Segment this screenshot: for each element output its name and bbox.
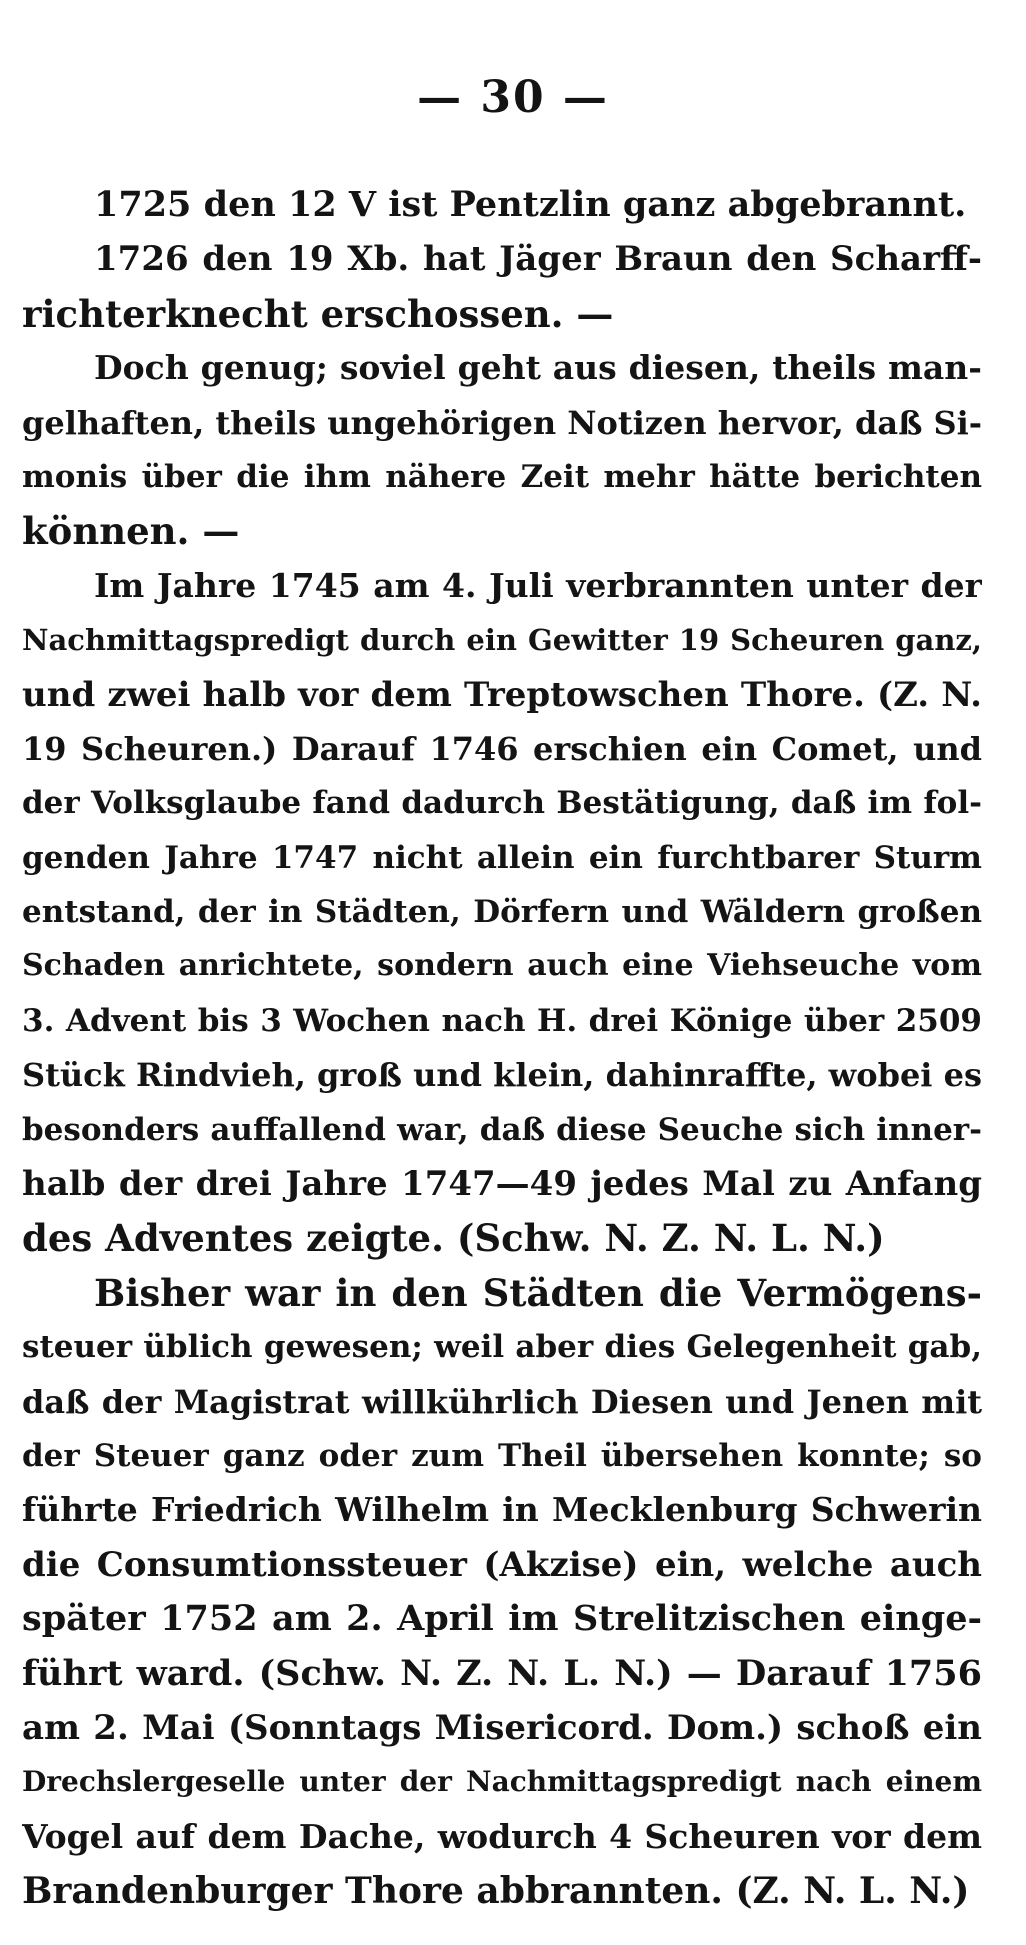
text-line: gelhaften, theils ungehörigen Notizen hervor, daß Si-	[22, 403, 982, 442]
text-line: Doch genug; soviel geht aus diesen, theils man-	[94, 348, 982, 388]
text-line: genden Jahre 1747 nicht allein ein furchtbarer Sturm	[22, 839, 982, 876]
text-line: steuer üblich gewesen; weil aber dies Gelegenheit gab,	[22, 1329, 982, 1366]
page-number: — 30 —	[417, 72, 609, 123]
text-line: 19 Scheuren.) Darauf 1746 erschien ein Comet, und	[22, 729, 982, 768]
text-line: 1725 den 12 V ist Pentzlin ganz abgebrannt.	[94, 184, 967, 225]
text-line: der Volksglaube fand dadurch Bestätigung, daß im fol-	[22, 785, 982, 822]
text-line: richterknecht erschossen. —	[22, 291, 614, 336]
text-line: Schaden anrichtete, sondern auch eine Viehseuche vom	[22, 948, 982, 984]
text-line: 1726 den 19 Xb. hat Jäger Braun den Scharff-	[94, 239, 982, 280]
text-line: und zwei halb vor dem Treptowschen Thore. (Z. N.	[22, 674, 982, 715]
text-line: der Steuer ganz oder zum Theil übersehen konnte; so	[22, 1437, 982, 1474]
text-line: Drechslergeselle unter der Nachmittagspredigt nach einem	[22, 1765, 982, 1799]
text-line: 3. Advent bis 3 Wochen nach H. drei Könige über 2509	[22, 1002, 982, 1039]
text-line: des Adventes zeigte. (Schw. N. Z. N. L. N.)	[22, 1216, 885, 1261]
text-line: Stück Rindvieh, groß und klein, dahinraffte, wobei es	[22, 1056, 982, 1095]
text-line: am 2. Mai (Sonntags Misericord. Dom.) schoß ein	[22, 1707, 982, 1748]
text-line: Nachmittagspredigt durch ein Gewitter 19 Scheuren ganz,	[22, 623, 982, 658]
text-line: besonders auffallend war, daß diese Seuche sich inner-	[22, 1111, 982, 1148]
text-line: entstand, der in Städten, Dörfern und Wäldern großen	[22, 894, 982, 931]
text-line: monis über die ihm nähere Zeit mehr hätte berichten	[22, 458, 982, 495]
text-line: halb der drei Jahre 1747—49 jedes Mal zu Anfang	[22, 1164, 982, 1205]
text-line: können. —	[22, 509, 240, 554]
text-line: führt ward. (Schw. N. Z. N. L. N.) — Darauf 1756	[22, 1652, 982, 1694]
text-line: die Consumtionssteuer (Akzise) ein, welche auch	[22, 1544, 982, 1585]
text-line: führte Friedrich Wilhelm in Mecklenburg Schwerin	[22, 1490, 982, 1530]
text-line: Im Jahre 1745 am 4. Juli verbrannten unter der	[94, 565, 982, 605]
text-line: später 1752 am 2. April im Strelitzischen einge-	[22, 1598, 982, 1640]
text-line: Vogel auf dem Dache, wodurch 4 Scheuren vor dem	[22, 1816, 982, 1856]
text-line: Bisher war in den Städten die Vermögens-	[94, 1270, 982, 1315]
text-line: Brandenburger Thore abbrannten. (Z. N. L. N.)	[22, 1870, 970, 1913]
text-line: daß der Magistrat willkührlich Diesen und Jenen mit	[22, 1382, 982, 1421]
body-text	[22, 178, 982, 1919]
